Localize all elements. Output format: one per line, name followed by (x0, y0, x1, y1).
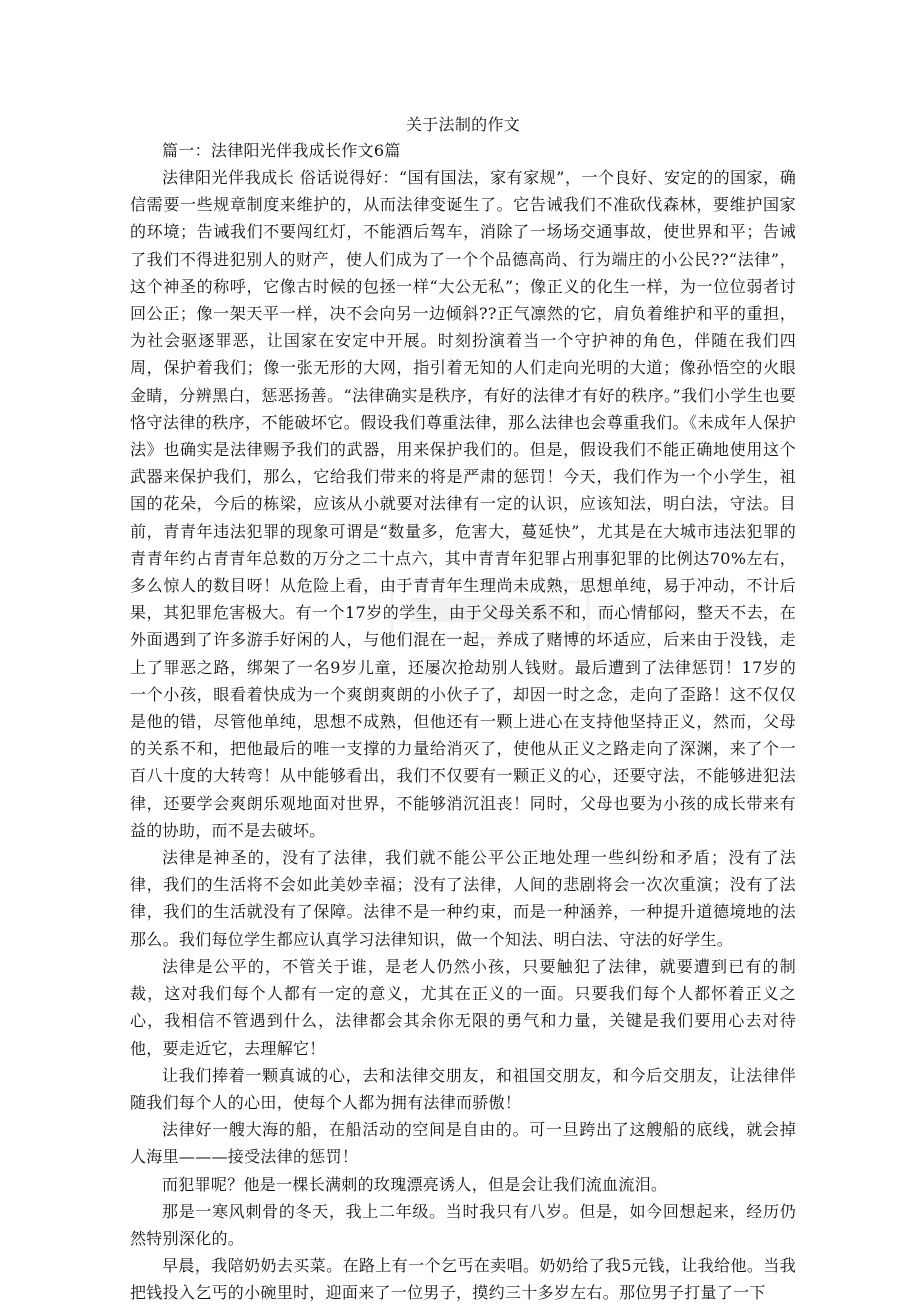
paragraph: 而犯罪呢？他是一棵长满刺的玫瑰漂亮诱人，但是会让我们流血流泪。 (162, 1174, 668, 1194)
section-heading: 篇一：法律阳光伴我成长作文6篇 (162, 141, 401, 160)
paragraph: 法律是神圣的，没有了法律，我们就不能公平公正地处理一些纠纷和矛盾；没有了法律，我们的生活将不会如此美妙幸福；没有了法律，人间的悲剧将会一次次重演；没有了法律，我们的生活就没有了保障。法律不是一种约束，而是一种涵养，一种提升道德境地的法那么。我们每位学生都应认真学习法律知识，做一个知法、明白法、守法的好学生。 (130, 848, 796, 949)
paragraph: 早晨，我陪奶奶去买菜。在路上有一个乞丐在卖唱。奶奶给了我5元钱，让我给他。当我把钱投入乞丐的小碗里时，迎面来了一位男子，摸约三十多岁左右。那位男子打量了一下 (130, 1256, 796, 1303)
paragraph: 让我们捧着一颗真诚的心，去和法律交朋友，和祖国交朋友，和今后交朋友，让法律伴随我们每个人的心田，使每个人都为拥有法律而骄傲！ (130, 1065, 796, 1112)
paragraph: 法律好一艘大海的船，在船活动的空间是自由的。可一旦跨出了这艘船的底线，就会掉人海里———接受法律的惩罚！ (130, 1120, 796, 1167)
paragraph: 那是一寒风刺骨的冬天，我上二年级。当时我只有八岁。但是，如今回想起来，经历仍然特别深化的。 (130, 1201, 796, 1248)
document-title: 关于法制的作文 (405, 115, 521, 134)
paragraph: 法律阳光伴我成长 俗话说得好：“国有国法，家有家规”，一个良好、安定的的国家，确信需要一些规章制度来维护的，从而法律变诞生了。它告诫我们不准砍伐森林，要维护国家的环境；告诫我们不要闯红灯，不能酒后驾车，消除了一场场交通事故，使世界和平；告诫了我们不得进犯别人的财产，使人们成为了一个个品德高尚、行为端庄的小公民??“法律”，这个神圣的称呼，它像古时候的包拯一样“大公无私”；像正义的化生一样，为一位位弱者讨回公正；像一架天平一样，决不会向另一边倾斜??正气凛然的它，肩负着维护和平的重担，为社会驱逐罪恶，让国家在安定中开展。时刻扮演着当一个守护神的角色，伴随在我们四周，保护着我们；像一张无形的大网，指引着无知的人们走向光明的大道；像孙悟空的火眼金睛，分辨黑白，惩恶扬善。“法律确实是秩序，有好的法律才有好的秩序。”我们小学生也要恪守法律的秩序，不能破坏它。假设我们尊重法律，那么法律也会尊重我们。《未成年人保护法》也确实是法律赐予我们的武器，用来保护我们的。但是，假设我们不能正确地使用这个武器来保护我们，那么，它给我们带来的将是严肃的惩罚！今天，我们作为一个小学生，祖国的花朵，今后的栋梁，应该从小就要对法律有一定的认识，应该知法，明白法，守法。目前，青青年违法犯罪的现象可谓是“数量多，危害大，蔓延快”，尤其是在大城市违法犯罪的青青年约占青青年总数的万分之二十点六，其中青青年犯罪占刑事犯罪的比例达70%左右，多么惊人的数目呀！从危险上看，由于青青年生理尚未成熟，思想单纯，易于冲动，不计后果，其犯罪危害极大。有一个17岁的学生，由于父母关系不和，而心情郁闷，整天不去，在外面遇到了许多游手好闲的人，与他们混在一起，养成了赌博的坏适应，后来由于没钱，走上了罪恶之路，绑架了一名9岁儿童，还屡次抢劫别人钱财。最后遭到了法律惩罚！17岁的一个小孩，眼看着快成为一个爽朗爽朗的小伙子了，却因一时之念，走向了歪路！这不仅仅是他的错，尽管他单纯，思想不成熟，但他还有一颗上进心在支持他坚持正义，然而，父母的关系不和，把他最后的唯一支撑的力量给消灭了，使他从正义之路走向了深渊，来了个一百八十度的大转弯！从中能够看出，我们不仅要有一颗正义的心，还要守法，不能够进犯法律，还要学会爽朗乐观地面对世界，不能够消沉沮丧！同时，父母也要为小孩的成长带来有益的协助，而不是去破坏。 (130, 168, 796, 840)
paragraph: 法律是公平的，不管关于谁，是老人仍然小孩，只要触犯了法律，就要遭到已有的制裁，这对我们每个人都有一定的意义，尤其在正义的一面。只要我们每个人都怀着正义之心，我相信不管遇到什么，法律都会其余你无限的勇气和力量，关键是我们要用心去对待他，要走近它，去理解它！ (130, 956, 796, 1058)
document-page (130, 112, 796, 1307)
